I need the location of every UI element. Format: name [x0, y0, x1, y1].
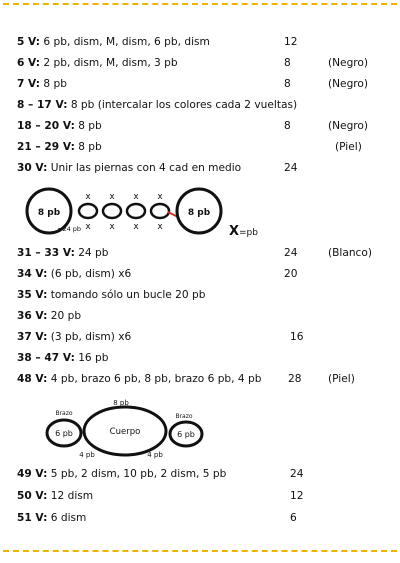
round-label: 21 – 29 V:	[17, 141, 75, 153]
body-label: Cuerpo	[109, 427, 141, 437]
chain-loop-2	[103, 204, 121, 218]
round-instructions: Unir las piernas con 4 cad en medio	[50, 162, 242, 174]
round-instructions: 24 pb	[78, 247, 109, 259]
legend-symbol: X	[229, 224, 240, 239]
pattern-row	[17, 510, 400, 526]
right-arm-title: Brazo	[175, 413, 193, 420]
chain-loop-3	[127, 204, 145, 218]
stitch-count: 12	[284, 36, 298, 48]
round-instructions: (6 pb, dism) x6	[50, 268, 132, 280]
stitch-mark: x	[85, 222, 91, 232]
round-label: 50 V:	[17, 490, 48, 502]
pattern-row	[17, 329, 400, 345]
top-dashed-border	[3, 3, 397, 5]
stitch-count: 12	[290, 490, 304, 502]
round-label: 49 V:	[17, 468, 48, 480]
stitch-mark: x	[85, 192, 91, 202]
pattern-row	[17, 55, 400, 71]
pattern-row	[17, 160, 400, 176]
pattern-row	[17, 139, 400, 155]
stitch-count: 8	[284, 78, 291, 90]
yarn-color: (Piel)	[335, 141, 362, 153]
yarn-color: (Blanco)	[328, 247, 372, 259]
stitch-count: 20	[284, 268, 298, 280]
round-label: 37 V:	[17, 331, 48, 343]
round-instructions: 8 pb	[43, 78, 67, 90]
pattern-row	[17, 308, 400, 324]
round-label: 8 – 17 V:	[17, 99, 68, 111]
round-instructions: 8 pb	[78, 120, 102, 132]
round-label: 35 V:	[17, 289, 48, 301]
legend-text: =pb	[239, 228, 258, 238]
round-instructions: 5 pb, 2 dism, 10 pb, 2 dism, 5 pb	[50, 468, 227, 480]
right-leg-label: 8 pb	[187, 208, 211, 218]
left-arm-title: Brazo	[55, 410, 73, 417]
round-instructions: 8 pb (intercalar los colores cada 2 vueltas)	[70, 99, 298, 111]
pattern-row	[17, 245, 400, 261]
round-label: 30 V:	[17, 162, 48, 174]
pattern-row	[17, 488, 400, 504]
left-leg-label: 8 pb	[37, 208, 61, 218]
round-label: 36 V:	[17, 310, 48, 322]
round-label: 5 V:	[17, 36, 41, 48]
round-label: 51 V:	[17, 512, 48, 524]
stitch-count: 24	[284, 162, 298, 174]
left-arm-label: 6 pb	[55, 429, 73, 438]
round-instructions: 8 pb	[78, 141, 102, 153]
legs-diagram	[0, 183, 400, 253]
round-label: 31 – 33 V:	[17, 247, 75, 259]
round-instructions: 20 pb	[50, 310, 82, 322]
stitch-mark: x	[133, 222, 139, 232]
round-label: 48 V:	[17, 373, 48, 385]
top-count-label: 8 pb	[113, 399, 129, 407]
pattern-row	[17, 97, 400, 113]
pattern-row	[17, 466, 400, 482]
pattern-row	[17, 118, 400, 134]
yarn-color: (Piel)	[328, 373, 355, 385]
stitch-count: 6	[290, 512, 297, 524]
round-label: 38 – 47 V:	[17, 352, 75, 364]
round-label: 6 V:	[17, 57, 41, 69]
body-diagram	[0, 396, 400, 466]
bottom-dashed-border	[3, 550, 397, 552]
stitch-count: 24	[290, 468, 304, 480]
pattern-row	[17, 287, 400, 303]
stitch-mark: x	[157, 192, 163, 202]
bottom-left-count: 4 pb	[79, 451, 95, 459]
stitch-count: 24	[284, 247, 298, 259]
pattern-row	[17, 350, 400, 366]
yarn-color: (Negro)	[328, 120, 369, 132]
round-label: 18 – 20 V:	[17, 120, 75, 132]
round-instructions: 16 pb	[78, 352, 109, 364]
chain-loop-4	[151, 204, 169, 218]
yarn-color: (Negro)	[328, 57, 369, 69]
round-instructions: 2 pb, dism, M, dism, 3 pb	[43, 57, 178, 69]
pattern-row	[17, 76, 400, 92]
stitch-count: 8	[284, 57, 291, 69]
stitch-mark: x	[133, 192, 139, 202]
stitch-mark: x	[109, 192, 115, 202]
round-instructions: 6 pb, dism, M, dism, 6 pb, dism	[43, 36, 210, 48]
round-instructions: tomando sólo un bucle 20 pb	[50, 289, 206, 301]
round-label: 34 V:	[17, 268, 48, 280]
round-instructions: 4 pb, brazo 6 pb, 8 pb, brazo 6 pb, 4 pb	[50, 373, 262, 385]
stitch-count: 8	[284, 120, 291, 132]
right-arm-label: 6 pb	[177, 430, 195, 439]
pattern-row	[17, 266, 400, 282]
stitch-mark: x	[109, 222, 115, 232]
chain-loop-1	[79, 204, 97, 218]
stitch-mark: x	[157, 222, 163, 232]
round-instructions: 12 dism	[50, 490, 94, 502]
yarn-color: (Negro)	[328, 78, 369, 90]
pattern-row	[17, 371, 400, 387]
leg-total-note: =24 pb	[57, 225, 82, 233]
stitch-count: 16	[290, 331, 304, 343]
round-instructions: (3 pb, dism) x6	[50, 331, 132, 343]
stitch-count: 28	[288, 373, 302, 385]
bottom-right-count: 4 pb	[147, 451, 163, 459]
round-label: 7 V:	[17, 78, 41, 90]
pattern-row	[17, 34, 400, 50]
round-instructions: 6 dism	[50, 512, 87, 524]
